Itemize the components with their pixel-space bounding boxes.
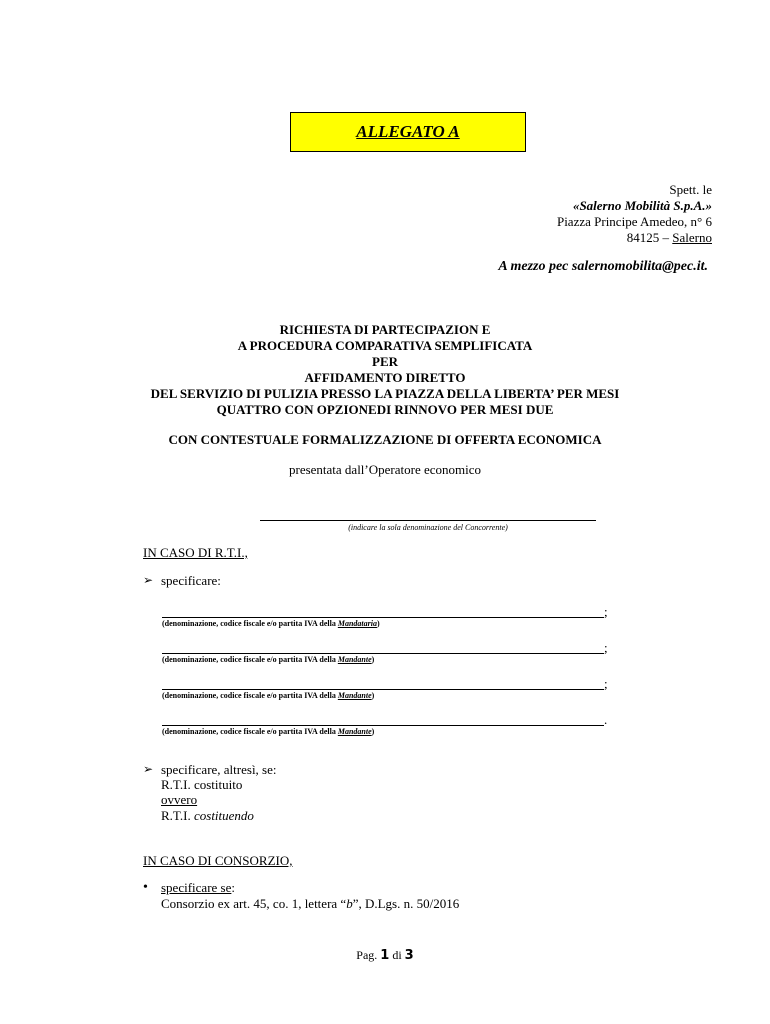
recipient-city: Salerno: [672, 230, 712, 245]
mandataria-note: (denominazione, codice fiscale e/o partita IVA della Mandataria): [162, 619, 380, 628]
rti-specify-also-label: specificare, altresì, se:: [161, 762, 277, 777]
rti-or: ovvero: [161, 792, 198, 807]
mandante-note-2: (denominazione, codice fiscale e/o partita IVA della Mandante): [162, 691, 375, 700]
mandataria-field[interactable]: [162, 617, 604, 618]
page-total: 3: [404, 948, 414, 963]
title-line-6: QUATTRO CON OPZIONEDI RINNOVO PER MESI DUE: [216, 402, 554, 417]
line-end-2: ;: [604, 640, 608, 655]
mandante-field-3[interactable]: [162, 725, 604, 726]
recipient-salutation: Spett. le: [669, 182, 712, 197]
mandante-note-1: (denominazione, codice fiscale e/o partita IVA della Mandante): [162, 655, 375, 664]
arrow-bullet-icon: ➢: [143, 573, 154, 587]
allegato-title: ALLEGATO A: [356, 122, 460, 141]
document-subtitle: CON CONTESTUALE FORMALIZZAZIONE DI OFFERTA ECONOMICA: [168, 432, 602, 447]
presented-by: presentata dall’Operatore economico: [288, 462, 482, 477]
line-end-1: ;: [604, 604, 608, 619]
line-end-4: .: [604, 712, 608, 727]
allegato-box: [290, 112, 526, 152]
rti-specify-label: specificare:: [161, 573, 221, 588]
rti-specify-row: [143, 573, 221, 589]
title-line-4: AFFIDAMENTO DIRETTO: [304, 370, 466, 385]
consorzio-specify-colon: :: [231, 880, 235, 895]
competitor-name-field[interactable]: [260, 520, 596, 521]
bullet-icon: •: [143, 880, 148, 895]
recipient-block: [557, 182, 712, 246]
mandante-field-2[interactable]: [162, 689, 604, 690]
recipient-company: «Salerno Mobilità S.p.A.»: [572, 198, 712, 213]
document-title: [100, 322, 670, 418]
title-line-3: PER: [372, 354, 398, 369]
recipient-postcode-city: [557, 230, 712, 246]
rti-option-constituted[interactable]: R.T.I. costituito: [161, 777, 243, 792]
consorzio-heading: IN CASO DI CONSORZIO,: [143, 853, 293, 868]
mandante-note-3: (denominazione, codice fiscale e/o partita IVA della Mandante): [162, 727, 375, 736]
arrow-bullet-icon: ➢: [143, 762, 154, 776]
title-line-5: DEL SERVIZIO DI PULIZIA PRESSO LA PIAZZA DELLA LIBERTA’ PER MESI: [150, 386, 620, 401]
consorzio-specify-label: specificare se: [161, 880, 232, 895]
pec-address: A mezzo pec salernomobilita@pec.it.: [498, 259, 708, 274]
page-footer: Pag. 1 di 3: [356, 948, 414, 963]
rti-option-constituting[interactable]: R.T.I. costituendo: [161, 808, 254, 823]
consorzio-option[interactable]: Consorzio ex art. 45, co. 1, lettera “b”, D.Lgs. n. 50/2016: [161, 896, 460, 911]
rti-heading: IN CASO DI R.T.I.,: [143, 545, 248, 560]
mandante-field-1[interactable]: [162, 653, 604, 654]
line-end-3: ;: [604, 676, 608, 691]
page-current: 1: [380, 948, 390, 963]
consorzio-specify-row: [143, 880, 235, 896]
competitor-note: (indicare la sola denominazione del Concorrente): [348, 523, 508, 532]
rti-specify-also-row: [143, 762, 277, 778]
title-line-2: A PROCEDURA COMPARATIVA SEMPLIFICATA: [237, 338, 533, 353]
title-line-1: RICHIESTA DI PARTECIPAZION E: [279, 322, 491, 337]
recipient-address: Piazza Principe Amedeo, n° 6: [556, 214, 712, 229]
recipient-postcode: 84125 –: [626, 230, 673, 245]
